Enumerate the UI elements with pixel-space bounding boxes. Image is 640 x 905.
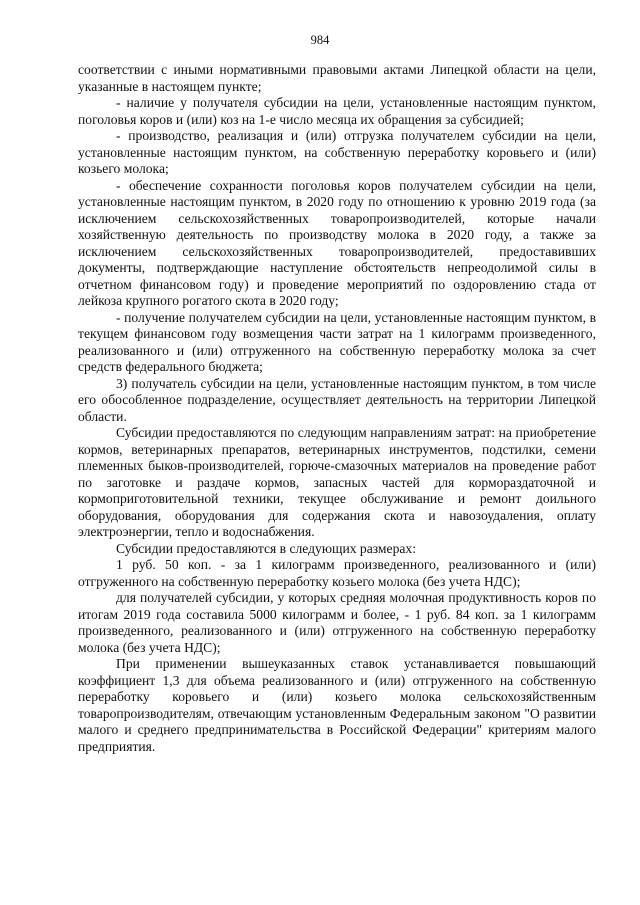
paragraph: - производство, реализация и (или) отгрузка получателем субсидии на цели, установленные настоящим пунктом, на собственную переработку коровьего и (или) козьего молока; [78,128,596,176]
paragraph: Субсидии предоставляются по следующим направлениям затрат: на приобретение кормов, ветеринарных препаратов, ветеринарных инструментов, подстилки, семени племенных быков-производителей, горюче-смазочных материалов на проведение работ по заготовке и раздаче кормов, запасных частей для кормораздаточной и кормоприготовительной техники, текущее обслуживание и ремонт доильного оборудования, оборудования для содержания скота и навозоудаления, оплату электроэнергии, тепло и водоснабжения. [78,425,596,539]
paragraph: - обеспечение сохранности поголовья коров получателем субсидии на цели, установленные настоящим пунктом, в 2020 году по отношению к уровню 2019 года (за исключением сельскохозяйственных товаропроизводителей, которые начали хозяйственную деятельность по производству молока в 2020 году, а также за исключением сельскохозяйственных товаропроизводителей, предоставивших документы, подтверждающие наступление обстоятельств непреодолимой силы в отчетном финансовом году) и проведение мероприятий по оздоровлению стада от лейкоза крупного рогатого скота в 2020 году; [78,177,596,308]
paragraph: При применении вышеуказанных ставок устанавливается повышающий коэффициент 1,3 для объема реализованного и (или) отгруженного на собственную переработку коровьего и (или) козьего молока сельскохозяйственным товаропроизводителям, отвечающим установленным Федеральным законом "О развитии малого и среднего предпринимательства в Российской Федерации" критериям малого предприятия. [78,656,596,754]
paragraph: соответствии с иными нормативными правовыми актами Липецкой области на цели, указанные в настоящем пункте; [78,62,596,94]
paragraph: Субсидии предоставляются в следующих размерах: [116,540,416,556]
document-body [78,62,596,755]
page-number: 984 [310,33,330,47]
paragraph: 3) получатель субсидии на цели, установленные настоящим пунктом, в том числе его обособленное подразделение, осуществляет деятельность на территории Липецкой области. [78,375,596,424]
paragraph: для получателей субсидии, у которых средняя молочная продуктивность коров по итогам 2019 года составила 5000 килограмм и более, - 1 руб. 84 коп. за 1 килограмм произведенного, реализованного и (или) отгруженного на собственную переработку молока (без учета НДС); [78,590,596,655]
paragraph: - получение получателем субсидии на цели, установленные настоящим пунктом, в текущем финансовом году возмещения части затрат на 1 килограмм произведенного, реализованного и (или) отгруженного на собственную переработку молока за счет средств федерального бюджета; [78,309,596,374]
paragraph: - наличие у получателя субсидии на цели, установленные настоящим пунктом, поголовья коров и (или) коз на 1-е число месяца их обращения за субсидией; [78,95,596,127]
paragraph: 1 руб. 50 коп. - за 1 килограмм произведенного, реализованного и (или) отгруженного на собственную переработку козьего молока (без учета НДС); [78,557,596,589]
